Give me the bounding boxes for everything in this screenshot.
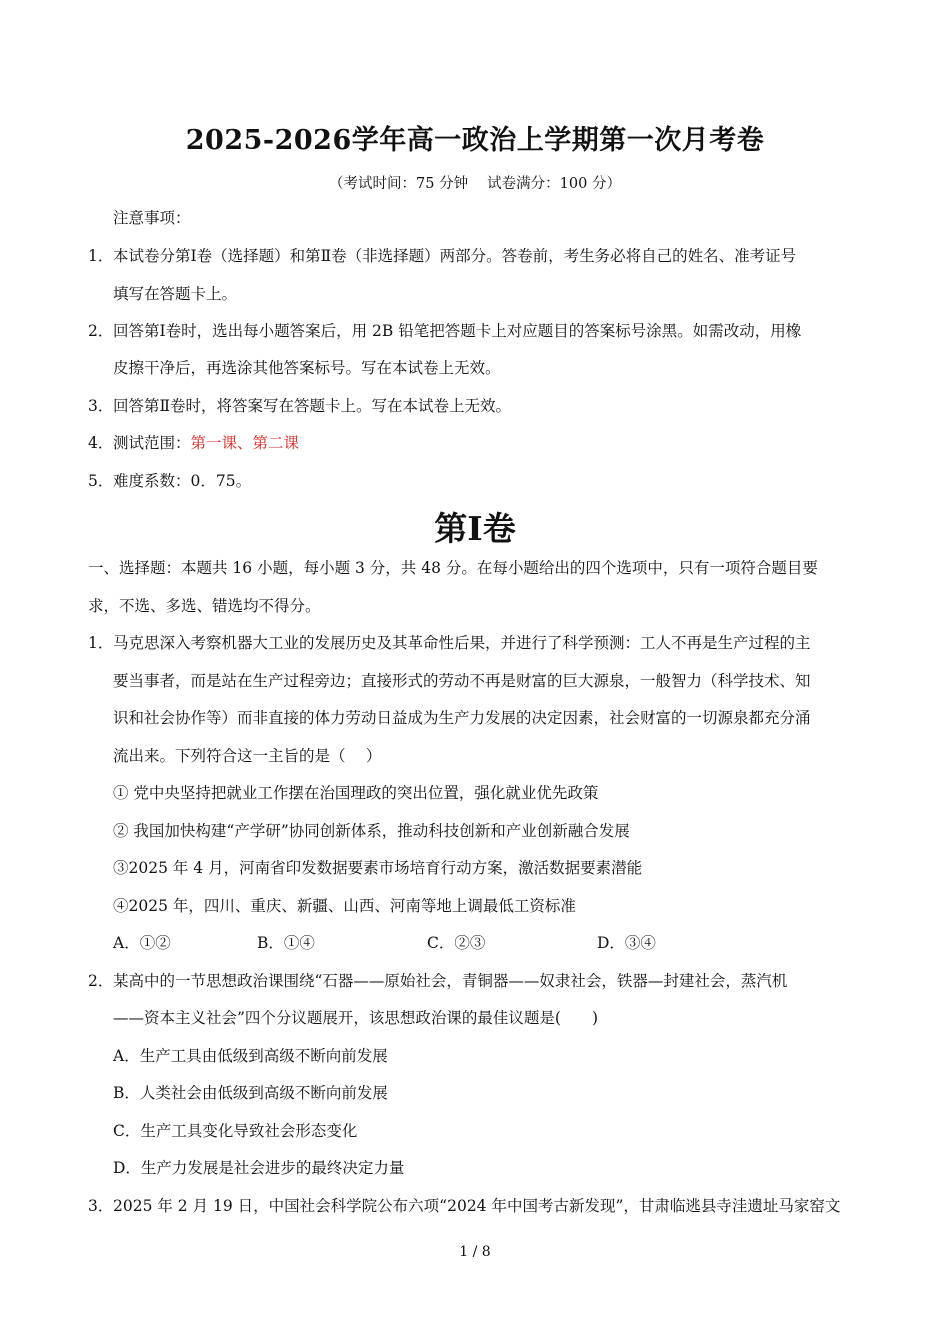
test-scope-highlight: 第一课、第二课 (190, 434, 300, 452)
notice-1-line-2: 填写在答题卡上。 (113, 285, 238, 303)
q1-option-d: D．③④ (597, 934, 656, 952)
page-number: 1 / 8 (459, 1244, 491, 1260)
notice-5-num: 5． (88, 472, 114, 490)
q1-stem-4: 流出来。下列符合这一主旨的是（ ） (113, 747, 382, 765)
q1-option-c: C．②③ (427, 934, 486, 952)
q1-stem-2: 要当事者，而是站在生产过程旁边；直接形式的劳动不再是财富的巨大源泉，一般智力（科学技术、知 (113, 672, 811, 690)
notice-2-line-2: 皮擦干净后，再选涂其他答案标号。写在本试卷上无效。 (113, 359, 501, 377)
notice-4-num: 4． (88, 434, 114, 452)
q2-option-c: C．生产工具变化导致社会形态变化 (113, 1122, 358, 1140)
notice-2-line-1: 回答第Ⅰ卷时，选出每小题答案后，用 2B 铅笔把答题卡上对应题目的答案标号涂黑。如需改动，用橡 (113, 322, 802, 340)
exam-subtitle: （考试时间：75 分钟 试卷满分：100 分） (329, 176, 621, 192)
section-instructions-2: 求，不选、多选、错选均不得分。 (88, 597, 321, 615)
q1-statement-3: ③2025 年 4 月，河南省印发数据要素市场培育行动方案，激活数据要素潜能 (113, 859, 643, 877)
q3-num: 3． (88, 1197, 114, 1215)
notice-3-num: 3． (88, 397, 114, 415)
q1-statement-1: ① 党中央坚持把就业工作摆在治国理政的突出位置，强化就业优先政策 (113, 784, 599, 802)
q1-stem-3: 识和社会协作等）而非直接的体力劳动日益成为生产力发展的决定因素，社会财富的一切源泉都充分涌 (113, 709, 811, 727)
q1-option-b: B．①④ (257, 934, 315, 952)
section-instructions-1: 一、选择题：本题共 16 小题，每小题 3 分，共 48 分。在每小题给出的四个选项中，只有一项符合题目要 (88, 559, 818, 577)
notice-2-num: 2． (88, 322, 114, 340)
notice-3-line-1: 回答第Ⅱ卷时，将答案写在答题卡上。写在本试卷上无效。 (113, 397, 512, 415)
q1-stem-1: 马克思深入考察机器大工业的发展历史及其革命性后果，并进行了科学预测：工人不再是生产过程的主 (113, 634, 811, 652)
q2-stem-2: ——资本主义社会”四个分议题展开，该思想政治课的最佳议题是( ) (113, 1009, 599, 1027)
q2-num: 2． (88, 972, 114, 990)
q1-statement-4: ④2025 年，四川、重庆、新疆、山西、河南等地上调最低工资标准 (113, 897, 576, 915)
notice-1-num: 1． (88, 247, 114, 265)
q2-option-d: D．生产力发展是社会进步的最终决定力量 (113, 1159, 405, 1177)
section-title: 第Ⅰ卷 (434, 509, 516, 548)
exam-title: 2025-2026学年高一政治上学期第一次月考卷 (185, 125, 765, 156)
q3-stem-1: 2025 年 2 月 19 日，中国社会科学院公布六项“2024 年中国考古新发现”，甘肃临逃县寺洼遗址马家窑文 (113, 1197, 841, 1215)
q1-option-a: A．①② (113, 934, 171, 952)
notice-4-line (113, 433, 299, 453)
notice-heading: 注意事项： (113, 209, 191, 227)
notice-4-prefix: 测试范围： (113, 434, 191, 452)
q2-stem-1: 某高中的一节思想政治课围绕“石器——原始社会，青铜器——奴隶社会，铁器—封建社会，蒸汽机 (113, 972, 788, 990)
notice-5-line-1: 难度系数：0．75。 (113, 472, 252, 490)
notice-1-line-1: 本试卷分第Ⅰ卷（选择题）和第Ⅱ卷（非选择题）两部分。答卷前，考生务必将自己的姓名、准考证号 (113, 247, 797, 265)
q2-option-b: B．人类社会由低级到高级不断向前发展 (113, 1084, 388, 1102)
q2-option-a: A．生产工具由低级到高级不断向前发展 (113, 1047, 388, 1065)
q1-statement-2: ② 我国加快构建“产学研”协同创新体系，推动科技创新和产业创新融合发展 (113, 822, 630, 840)
q1-num: 1． (88, 634, 114, 652)
